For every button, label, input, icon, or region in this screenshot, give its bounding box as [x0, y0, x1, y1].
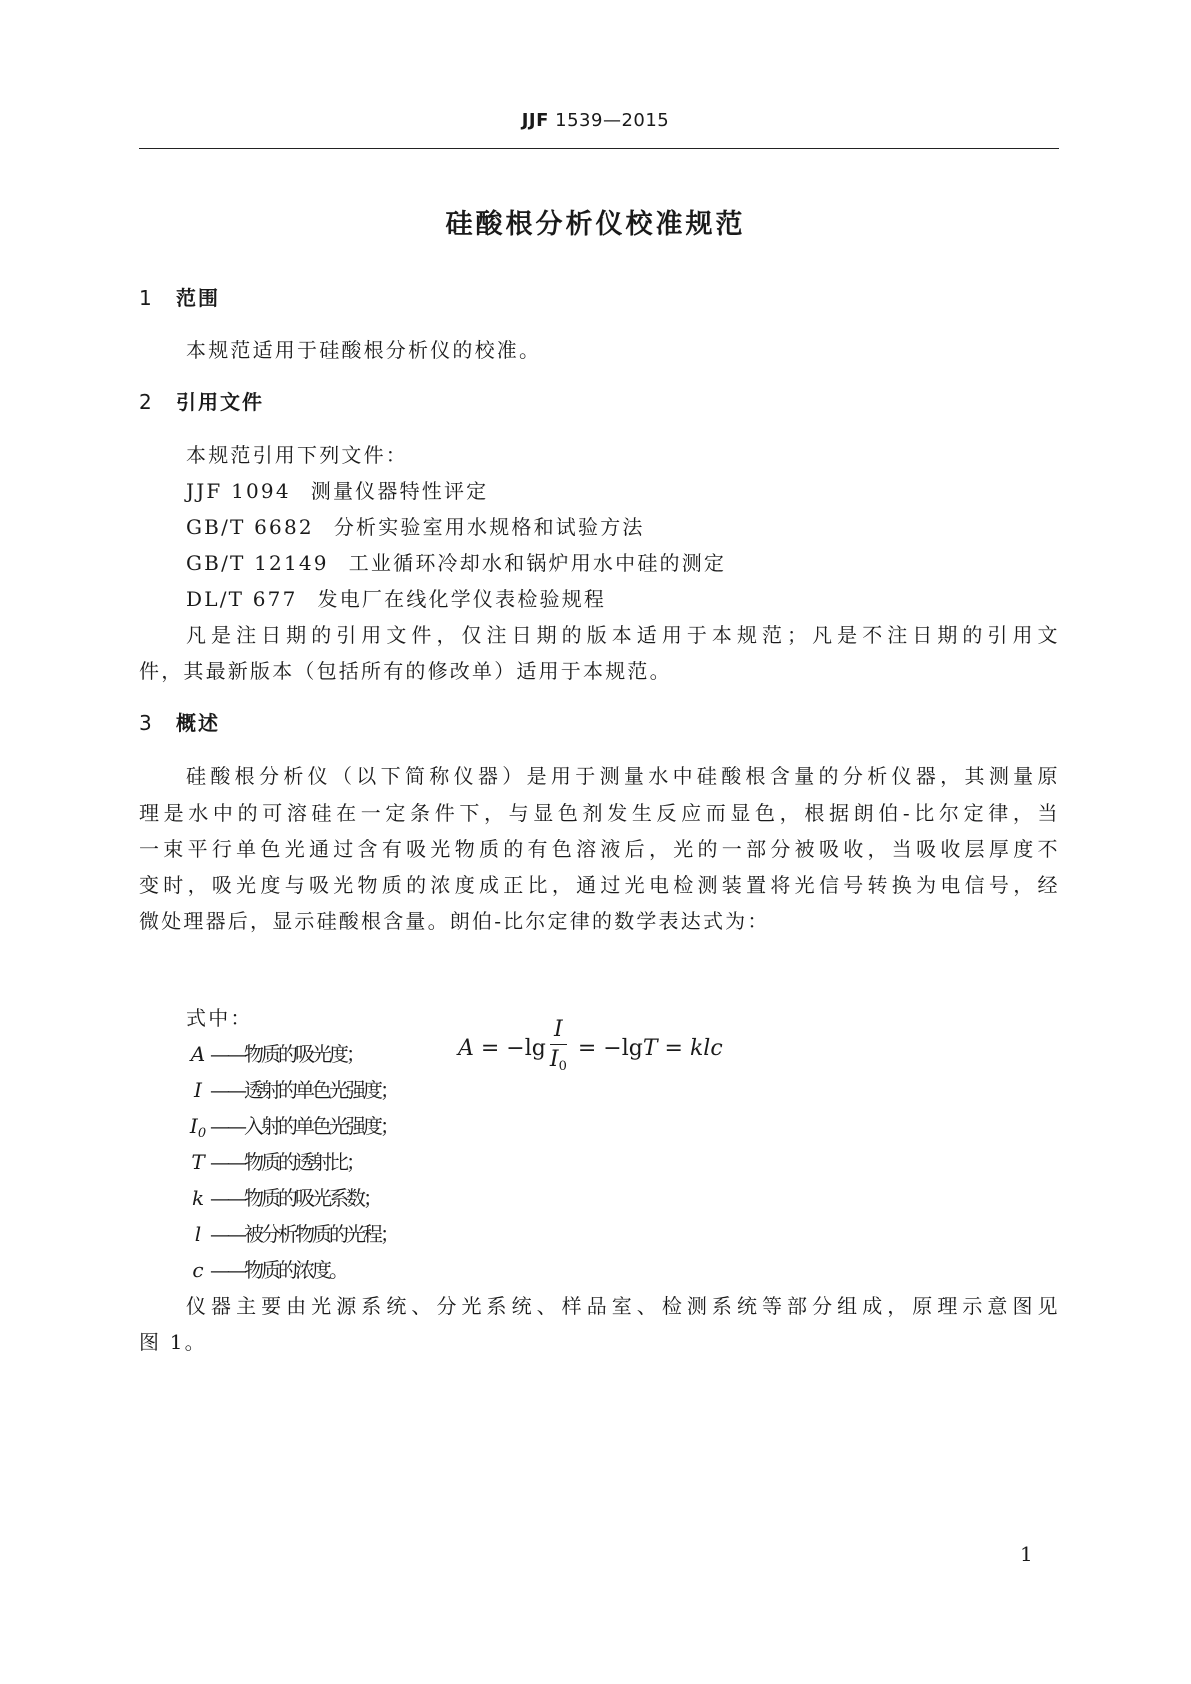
reference-item	[186, 583, 606, 612]
reference-code: GB/T 6682	[186, 515, 314, 539]
variable-definition	[186, 1038, 363, 1067]
reference-code: GB/T 12149	[186, 551, 329, 575]
section-number: 2	[139, 390, 154, 414]
document-title: 硅酸根分析仪校准规范	[445, 209, 746, 240]
fraction-denominator-sub: 0	[558, 1059, 567, 1074]
header-code-bold: JJF	[521, 110, 549, 131]
variable-description: ——入射的单色光强度；	[210, 1114, 397, 1138]
header-rule	[139, 148, 1059, 149]
variable-symbol: l	[194, 1222, 202, 1246]
reference-name: 工业循环冷却水和锅炉用水中硅的测定	[348, 551, 727, 575]
overview-line: 硅酸根分析仪（以下简称仪器）是用于测量水中硅酸根含量的分析仪器，其测量原	[186, 764, 1059, 788]
reference-code: DL/T 677	[186, 587, 298, 611]
closing-line: 仪器主要由光源系统、分光系统、样品室、检测系统等部分组成，原理示意图见	[186, 1294, 1059, 1318]
variable-subscript: 0	[197, 1126, 207, 1141]
variable-definition	[186, 1074, 397, 1103]
variable-description: ——物质的吸光系数；	[210, 1186, 380, 1210]
reference-code: JJF 1094	[186, 479, 291, 503]
variable-definition	[186, 1110, 397, 1141]
references-note-line: 件，其最新版本（包括所有的修改单）适用于本规范。	[139, 659, 672, 683]
formula-eq1: = −lg	[473, 1036, 546, 1061]
variable-description: ——物质的透射比；	[210, 1150, 363, 1174]
variable-definition	[186, 1146, 363, 1175]
overview-line: 理是水中的可溶硅在一定条件下，与显色剂发生反应而显色，根据朗伯-比尔定律，当	[139, 801, 1059, 825]
section-number: 3	[139, 711, 154, 735]
overview-line: 微处理器后，显示硅酸根含量。朗伯-比尔定律的数学表达式为：	[139, 909, 770, 933]
section-number: 1	[139, 286, 154, 310]
variable-symbol: A	[190, 1042, 206, 1066]
variable-definition	[186, 1218, 397, 1247]
section-1-heading	[139, 282, 220, 311]
section-title: 引用文件	[176, 390, 264, 414]
running-header	[0, 110, 1191, 131]
variable-definition	[186, 1254, 346, 1283]
variable-symbol: k	[191, 1186, 205, 1210]
overview-line: 一束平行单色光通过含有吸光物质的有色溶液后，光的一部分被吸收，当吸收层厚度不	[139, 837, 1059, 861]
formula-eq2: = −lg	[570, 1036, 643, 1061]
section-2-heading	[139, 386, 264, 415]
overview-line: 变时，吸光度与吸光物质的浓度成正比，通过光电检测装置将光信号转换为电信号，经	[139, 873, 1059, 897]
formula-rhs: klc	[689, 1036, 723, 1061]
header-code-rest: 1539—2015	[548, 110, 670, 131]
beer-lambert-formula	[458, 1016, 723, 1082]
references-note-line: 凡是注日期的引用文件，仅注日期的版本适用于本规范；凡是不注日期的引用文	[186, 623, 1059, 647]
formula-T: T	[642, 1036, 658, 1061]
variable-description: ——物质的吸光度；	[210, 1042, 363, 1066]
fraction-numerator: I	[554, 1017, 563, 1042]
reference-name: 发电厂在线化学仪表检验规程	[317, 587, 607, 611]
reference-item	[186, 511, 645, 540]
fraction-denominator: I	[549, 1047, 559, 1072]
references-intro: 本规范引用下列文件：	[186, 443, 408, 467]
section-title: 概述	[176, 711, 220, 735]
reference-item	[186, 547, 726, 576]
variable-definition	[186, 1182, 380, 1211]
where-label: 式中：	[186, 1006, 253, 1030]
section-1-text: 本规范适用于硅酸根分析仪的校准。	[186, 338, 542, 362]
variable-description: ——被分析物质的光程；	[210, 1222, 397, 1246]
section-title: 范围	[176, 286, 220, 310]
section-3-heading	[139, 707, 220, 736]
variable-symbol: T	[191, 1150, 205, 1174]
variable-symbol: $I_0$	[189, 1114, 207, 1141]
variable-description: ——透射的单色光强度；	[210, 1078, 397, 1102]
formula-eq3: =	[657, 1036, 690, 1061]
variable-description: ——物质的浓度。	[210, 1258, 346, 1282]
reference-item	[186, 475, 488, 504]
variable-symbol: I	[194, 1078, 202, 1102]
reference-name: 测量仪器特性评定	[310, 479, 489, 503]
page-number: 1	[1020, 1542, 1033, 1566]
formula-lhs: A	[458, 1036, 474, 1061]
formula-fraction	[550, 1016, 567, 1082]
variable-symbol: c	[192, 1258, 204, 1282]
reference-name: 分析实验室用水规格和试验方法	[333, 515, 645, 539]
closing-line: 图 1。	[139, 1330, 207, 1354]
